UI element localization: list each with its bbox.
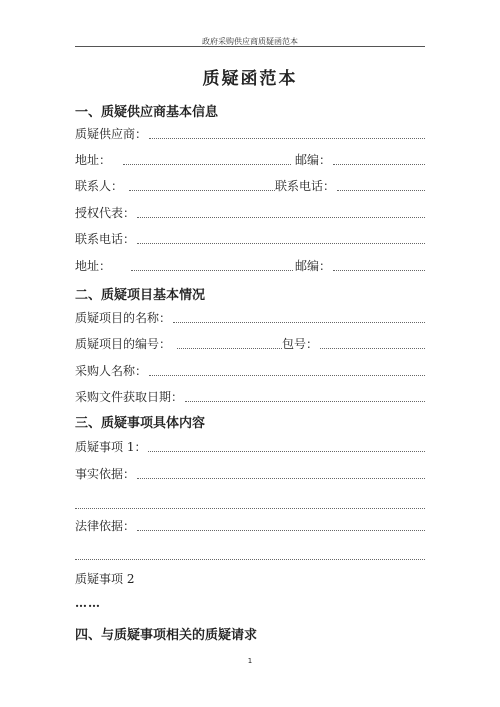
purchaser-field[interactable] xyxy=(149,375,425,376)
law-continuation-line[interactable] xyxy=(75,559,425,560)
agent-postcode-label: 邮编： xyxy=(294,259,331,273)
agent-address-label: 地址： xyxy=(75,259,112,273)
agent-label: 授权代表： xyxy=(75,206,136,220)
contact-phone-field[interactable] xyxy=(337,190,425,191)
facts-row xyxy=(75,464,425,482)
address-label: 地址： xyxy=(75,153,112,167)
section4-heading: 四、与质疑事项相关的质疑请求 xyxy=(75,628,258,643)
page-header: 政府采购供应商质疑函范本 xyxy=(202,37,298,46)
ellipsis: …… xyxy=(75,596,101,610)
page-number: 1 xyxy=(247,657,253,665)
supplier-field[interactable] xyxy=(149,138,425,139)
supplier-row xyxy=(75,124,425,142)
item1-row xyxy=(75,437,425,455)
contact-field[interactable] xyxy=(129,190,275,191)
header-rule xyxy=(75,46,425,47)
agent-phone-row xyxy=(75,229,425,247)
address-row xyxy=(75,150,425,168)
purchaser-label: 采购人名称： xyxy=(75,364,148,378)
law-row xyxy=(75,516,425,534)
contact-row xyxy=(75,176,425,194)
agent-phone-field[interactable] xyxy=(137,243,425,244)
project-no-field[interactable] xyxy=(177,348,282,349)
project-name-label: 质疑项目的名称： xyxy=(75,311,172,325)
agent-postcode-field[interactable] xyxy=(333,270,425,271)
lot-no-label: 包号： xyxy=(281,337,318,351)
law-field[interactable] xyxy=(137,530,425,531)
agent-field[interactable] xyxy=(137,217,425,218)
facts-label: 事实依据： xyxy=(75,467,136,481)
contact-phone-label: 联系电话： xyxy=(274,179,335,193)
section2-heading: 二、质疑项目基本情况 xyxy=(75,288,206,303)
postcode-label: 邮编： xyxy=(294,153,331,167)
item2-label: 质疑事项 2 xyxy=(75,572,135,586)
agent-address-row xyxy=(75,256,425,274)
purchaser-row xyxy=(75,361,425,379)
project-name-row xyxy=(75,308,425,326)
section1-heading: 一、质疑供应商基本信息 xyxy=(75,105,219,120)
facts-continuation-line[interactable] xyxy=(75,508,425,509)
doc-date-label: 采购文件获取日期： xyxy=(75,390,184,404)
agent-phone-label: 联系电话： xyxy=(75,232,136,246)
doc-date-field[interactable] xyxy=(185,401,425,402)
facts-field[interactable] xyxy=(137,478,425,479)
document-title: 质疑函范本 xyxy=(202,69,298,89)
contact-label: 联系人： xyxy=(75,179,124,193)
agent-row xyxy=(75,203,425,221)
address-field[interactable] xyxy=(123,164,291,165)
postcode-field[interactable] xyxy=(333,164,425,165)
project-no-label: 质疑项目的编号： xyxy=(75,337,172,351)
agent-address-field[interactable] xyxy=(131,270,293,271)
section3-heading: 三、质疑事项具体内容 xyxy=(75,416,206,431)
supplier-label: 质疑供应商： xyxy=(75,127,148,141)
item1-field[interactable] xyxy=(148,451,425,452)
law-label: 法律依据： xyxy=(75,519,136,533)
lot-no-field[interactable] xyxy=(320,348,425,349)
item1-label: 质疑事项 1： xyxy=(75,440,147,454)
project-name-field[interactable] xyxy=(173,322,425,323)
doc-date-row xyxy=(75,387,425,405)
project-no-row xyxy=(75,334,425,352)
